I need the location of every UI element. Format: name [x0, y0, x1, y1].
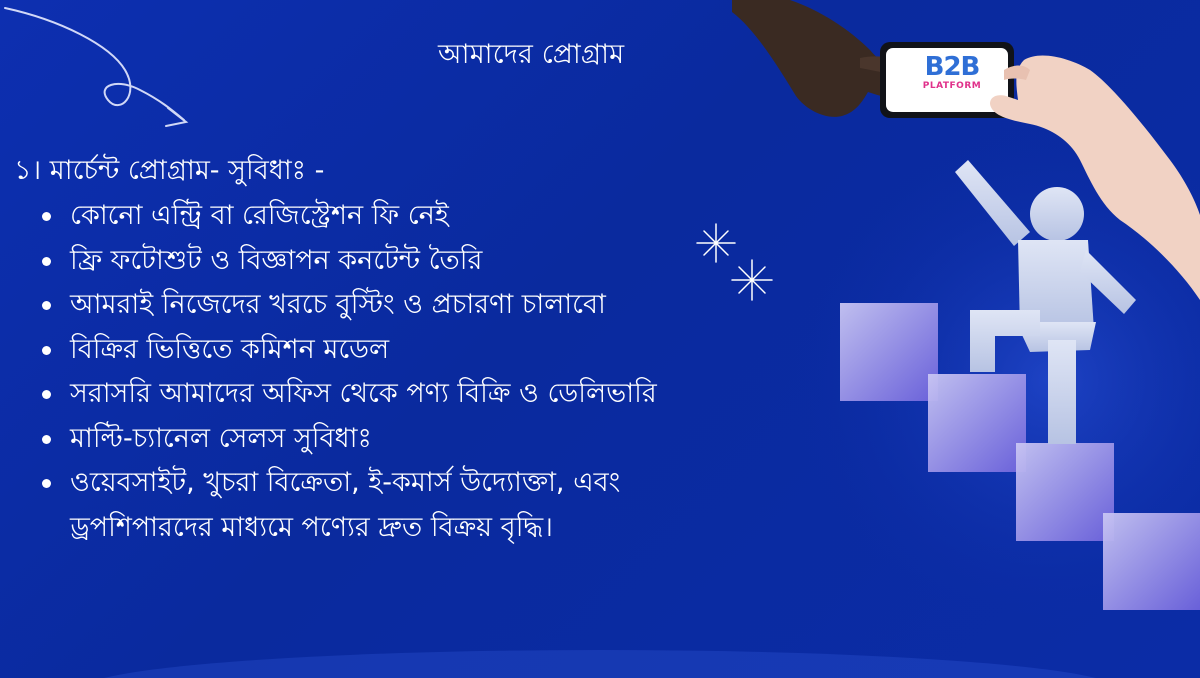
list-item [36, 283, 826, 328]
stair-block [1016, 443, 1114, 541]
benefit-list [36, 194, 826, 550]
bullet-icon [42, 390, 51, 399]
page-title: আমাদের প্রোগ্রাম [438, 39, 625, 70]
list-item-text: মাল্টি-চ্যানেল সেলস সুবিধাঃ [70, 422, 372, 454]
list-item [36, 194, 826, 239]
list-item [36, 461, 826, 550]
section-heading: ১। মার্চেন্ট প্রোগ্রাম- সুবিধাঃ - [14, 155, 325, 186]
list-item-text-continued: ড্রপশিপারদের মাধ্যমে পণ্যের দ্রুত বিক্রয় বৃদ্ধি। [70, 511, 553, 543]
bullet-icon [42, 301, 51, 310]
list-item-text: কোনো এন্ট্রি বা রেজিস্ট্রেশন ফি নেই [70, 200, 449, 231]
list-item [36, 328, 826, 373]
list-item [36, 417, 826, 462]
bullet-icon [42, 212, 51, 221]
b2b-logo-main: B2B [924, 52, 980, 82]
squiggle-arrow-icon [5, 8, 186, 126]
list-item-text: ফ্রি ফটোশুট ও বিজ্ঞাপন কনটেন্ট তৈরি [70, 244, 483, 276]
stair-block [840, 303, 938, 401]
list-item [36, 239, 826, 284]
bullet-icon [42, 479, 51, 488]
bg-glow-bottom [80, 650, 1120, 678]
hand-left-icon [732, 0, 905, 117]
stair-block [1103, 513, 1200, 610]
list-item-text: সরাসরি আমাদের অফিস থেকে পণ্য বিক্রি ও ডেলিভারি [70, 378, 657, 409]
list-item-text: বিক্রির ভিত্তিতে কমিশন মডেল [70, 333, 390, 365]
list-item [36, 372, 826, 417]
stair-block [928, 374, 1026, 472]
b2b-logo-sub: PLATFORM [922, 81, 982, 91]
bullet-icon [42, 346, 51, 355]
bullet-icon [42, 435, 51, 444]
list-item-text: ওয়েবসাইট, খুচরা বিক্রেতা, ই-কমার্স উদ্যোক্তা, এবং [70, 467, 621, 498]
list-item-text: আমরাই নিজেদের খরচে বুস্টিং ও প্রচারণা চালাবো [70, 289, 606, 320]
b2b-logo [912, 54, 992, 104]
bullet-icon [42, 257, 51, 266]
